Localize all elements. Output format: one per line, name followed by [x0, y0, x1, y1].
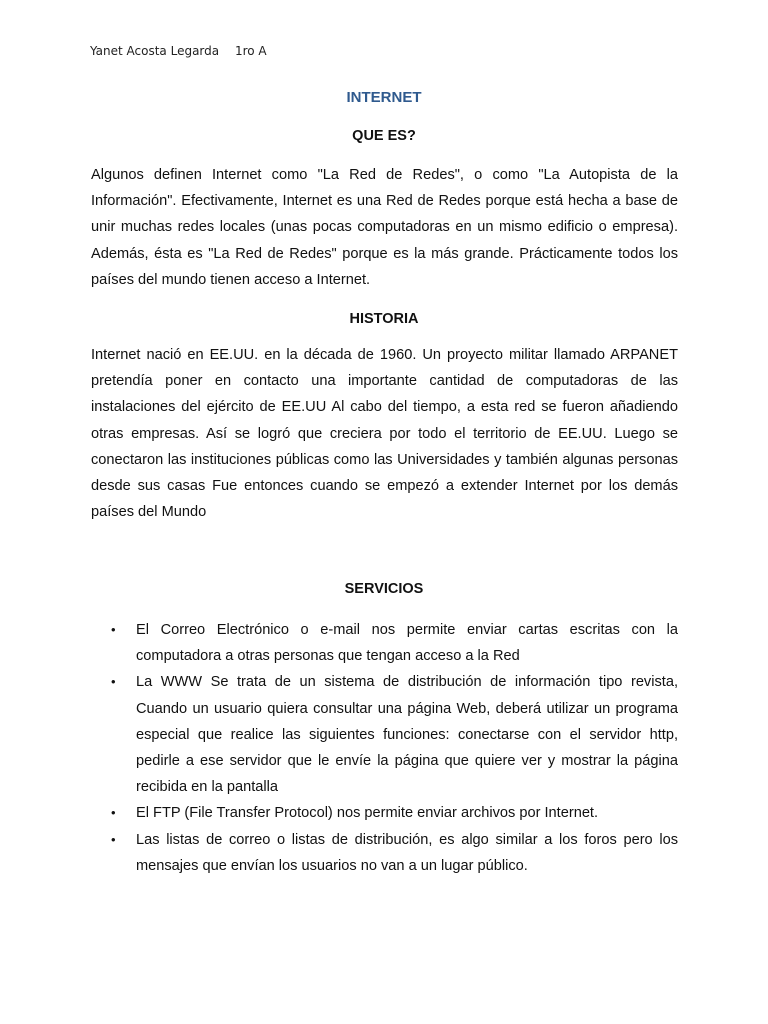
paragraph-que-es: Algunos definen Internet como "La Red de Redes", o como "La Autopista de la Información". Efectivamente, Internet es una Red de Redes porque está hecha a base de unir muchas redes locales (unas pocas computadoras en un mismo edificio o empresa). Además, ésta es "La Red de Redes" porque es la más grande. Prácticamente todos los países del mundo tienen acceso a Internet. [91, 167, 678, 288]
list-item [91, 669, 678, 800]
services-list [91, 617, 678, 879]
list-item [91, 827, 678, 879]
paragraph-historia: Internet nació en EE.UU. en la década de 1960. Un proyecto militar llamado ARPANET pretendía poner en contacto una importante cantidad de computadoras de las instalaciones del ejército de EE.UU Al cabo del tiempo, a esta red se fueron añadiendo otras empresas. Así se logró que creciera por todo el territorio de EE.UU. Luego se conectaron las instituciones públicas como las Universidades y también algunas personas desde sus casas Fue entonces cuando se empezó a extender Internet por los demás países del Mundo [91, 347, 678, 521]
list-item-text: Las listas de correo o listas de distribución, es algo similar a los foros pero los mensajes que envían los usuarios no van a un lugar público. [136, 831, 678, 874]
grade-label: 1ro A [234, 44, 267, 58]
bullet-icon: • [111, 831, 116, 847]
list-item [91, 617, 678, 669]
bullet-icon: • [111, 622, 116, 637]
list-item [91, 800, 678, 826]
list-item-text: El FTP (File Transfer Protocol) nos permite enviar archivos por Internet. [136, 805, 599, 822]
heading-historia: HISTORIA [349, 311, 419, 327]
list-item-text: El Correo Electrónico o e-mail nos permite enviar cartas escritas con la computadora a otras personas que tengan acceso a la Red [136, 622, 678, 665]
document-title: INTERNET [346, 89, 422, 106]
heading-servicios: SERVICIOS [344, 581, 424, 597]
page-header [90, 44, 267, 58]
author-name: Yanet Acosta Legarda [90, 44, 220, 58]
list-item-text: La WWW Se trata de un sistema de distribución de información tipo revista, Cuando un usuario quiera consultar una página Web, deberá utilizar un programa especial que realice las siguientes funciones: conectarse con el servidor http, pedirle a ese servidor que le envíe la página que quiere ver y mostrar la página recibida en la pantalla [136, 674, 678, 796]
bullet-icon: • [111, 805, 116, 821]
heading-que-es: QUE ES? [352, 128, 416, 144]
bullet-icon: • [111, 674, 116, 690]
